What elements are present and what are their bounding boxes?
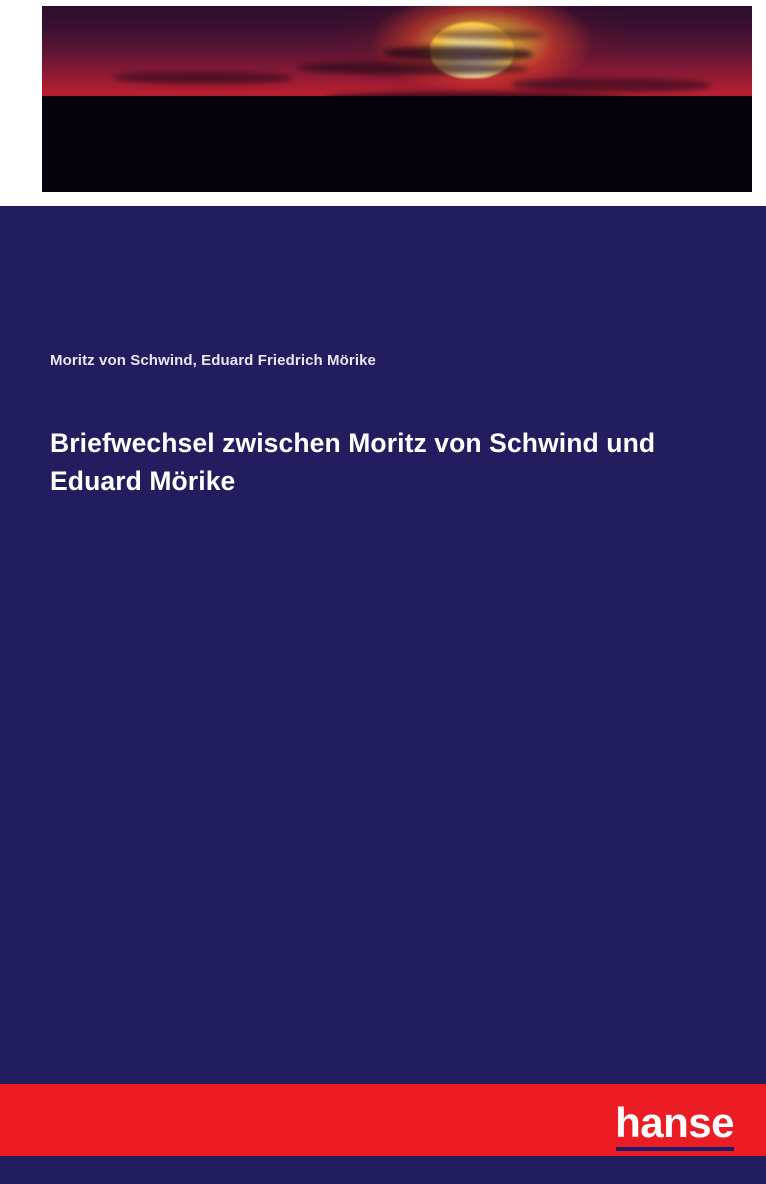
sunset-over-treeline-photo — [42, 6, 752, 192]
publisher-logo: hanse — [615, 1099, 734, 1146]
book-title: Briefwechsel zwischen Moritz von Schwind und Eduard Mörike — [50, 428, 656, 497]
cover-image-bottom-margin — [0, 190, 766, 206]
treeline-silhouette — [42, 96, 752, 192]
cover-right-margin — [752, 0, 766, 206]
author-names: Moritz von Schwind, Eduard Friedrich Mörike — [50, 352, 377, 369]
publisher-logo-underline — [616, 1147, 734, 1151]
cover-bottom-strip — [0, 1156, 766, 1184]
cover-left-margin — [0, 0, 42, 206]
